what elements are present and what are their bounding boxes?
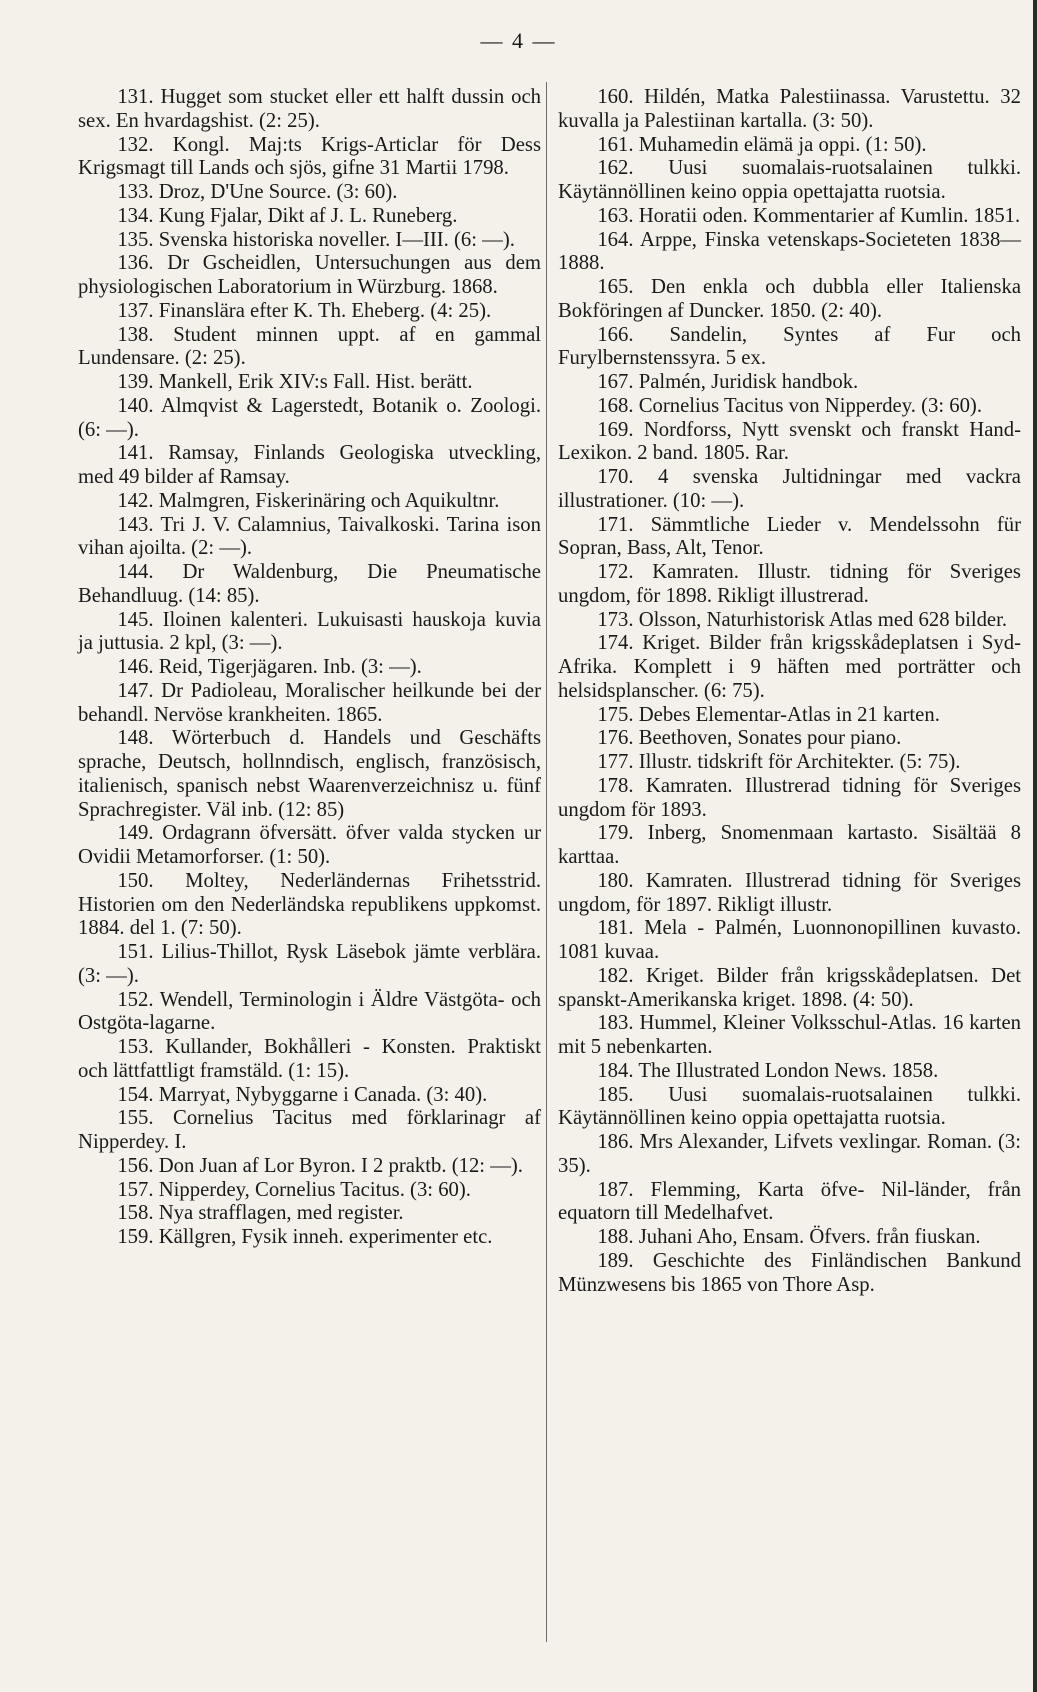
catalog-entry: 143. Tri J. V. Calamnius, Taivalkoski. Tarina ison vihan ajoilta. (2: —). xyxy=(78,513,541,560)
catalog-entry: 163. Horatii oden. Kommentarier af Kumlin. 1851. xyxy=(597,204,1021,227)
catalog-entry: 168. Cornelius Tacitus von Nipperdey. (3: 60). xyxy=(597,394,982,417)
catalog-entry: 141. Ramsay, Finlands Geologiska utveckling, med 49 bilder af Ramsay. xyxy=(78,442,541,488)
catalog-entry: 186. Mrs Alexander, Lifvets vexlingar. Roman. (3: 35). xyxy=(558,1131,1021,1177)
catalog-entry: 162. Uusi suomalais-ruotsalainen tulkki. Käytännöllinen keino oppia opettajatta ruotsia. xyxy=(558,157,1021,203)
catalog-entry: 172. Kamraten. Illustr. tidning för Sveriges ungdom, för 1898. Rikligt illustrerad. xyxy=(558,561,1021,607)
catalog-entry: 177. Illustr. tidskrift för Architekter. (5: 75). xyxy=(597,751,961,773)
catalog-entry: 148. Wörterbuch d. Handels und Geschäfts sprache, Deutsch, hollnndisch, englisch, französisch, italienisch, spanisch nebst Waarenverzeichnisz u. fünf Sprachregister. Väl inb. (12: 85) xyxy=(78,727,541,821)
page-edge xyxy=(1033,0,1037,1692)
catalog-entry: 178. Kamraten. Illustrerad tidning för Sveriges ungdom för 1893. xyxy=(558,774,1021,821)
catalog-entry: 152. Wendell, Terminologin i Äldre Västgöta- och Ostgöta-lagarne. xyxy=(78,988,541,1035)
catalog-entry: 181. Mela - Palmén, Luonnonopillinen kuvasto. 1081 kuvaa. xyxy=(558,917,1021,963)
catalog-entry: 142. Malmgren, Fiskerinäring och Aquikultnr. xyxy=(117,489,500,512)
catalog-entry: 171. Sämmtliche Lieder v. Mendelssohn für Sopran, Bass, Alt, Tenor. xyxy=(558,513,1021,560)
catalog-entry: 145. Iloinen kalenteri. Lukuisasti hauskoja kuvia ja juttusia. 2 kpl, (3: —). xyxy=(78,608,541,655)
catalog-entry: 185. Uusi suomalais-ruotsalainen tulkki. Käytännöllinen keino oppia opettajatta ruotsia. xyxy=(558,1083,1021,1130)
catalog-entry: 154. Marryat, Nybyggarne i Canada. (3: 40). xyxy=(117,1083,488,1106)
catalog-entry: 133. Droz, D'Une Source. (3: 60). xyxy=(117,181,398,203)
catalog-entry: 146. Reid, Tigerjägaren. Inb. (3: —). xyxy=(117,656,422,678)
catalog-entry: 136. Dr Gscheidlen, Untersuchungen aus dem physiologischen Laboratorium in Würzburg. 1868. xyxy=(78,252,541,298)
catalog-entry: 140. Almqvist & Lagerstedt, Botanik o. Zoologi. (6: —). xyxy=(78,394,541,441)
column-divider xyxy=(546,82,547,1642)
catalog-entry: 155. Cornelius Tacitus med förklarinagr af Nipperdey. I. xyxy=(78,1107,541,1153)
catalog-entry: 160. Hildén, Matka Palestiinassa. Varustettu. 32 kuvalla ja Palestiinan kartalla. (3: 50). xyxy=(558,86,1021,132)
catalog-entry: 187. Flemming, Karta öfve- Nil-länder, från equatorn till Medelhafvet. xyxy=(558,1178,1021,1225)
catalog-entry: 165. Den enkla och dubbla eller Italienska Bokföringen af Duncker. 1850. (2: 40). xyxy=(558,276,1021,322)
catalog-entry: 139. Mankell, Erik XIV:s Fall. Hist. berätt. xyxy=(117,371,473,393)
catalog-entry: 180. Kamraten. Illustrerad tidning för Sveriges ungdom, för 1897. Rikligt illustr. xyxy=(558,869,1021,916)
right-column xyxy=(558,86,1021,1297)
catalog-entry: 132. Kongl. Maj:ts Krigs-Articlar för Dess Krigsmagt till Lands och sjös, gifne 31 Martii 1798. xyxy=(78,133,541,180)
catalog-entry: 153. Kullander, Bokhålleri - Konsten. Praktiskt och lättfattligt framstäld. (1: 15). xyxy=(78,1036,541,1082)
catalog-entry: 184. The Illustrated London News. 1858. xyxy=(597,1059,939,1082)
left-column xyxy=(78,86,541,1250)
catalog-entry: 156. Don Juan af Lor Byron. I 2 praktb. (12: —). xyxy=(117,1154,523,1177)
catalog-entry: 157. Nipperdey, Cornelius Tacitus. (3: 60). xyxy=(117,1178,471,1201)
catalog-entry: 147. Dr Padioleau, Moralischer heilkunde bei der behandl. Nervöse krankheiten. 1865. xyxy=(78,679,541,726)
catalog-entry: 183. Hummel, Kleiner Volksschul-Atlas. 16 karten mit 5 nebenkarten. xyxy=(558,1012,1021,1058)
catalog-entry: 176. Beethoven, Sonates pour piano. xyxy=(597,727,902,750)
catalog-entry: 137. Finanslära efter K. Th. Eheberg. (4: 25). xyxy=(117,299,492,322)
catalog-entry: 188. Juhani Aho, Ensam. Öfvers. från fiuskan. xyxy=(597,1226,981,1248)
catalog-entry: 159. Källgren, Fysik inneh. experimenter etc. xyxy=(117,1226,493,1248)
catalog-entry: 135. Svenska historiska noveller. I—III. (6: —). xyxy=(117,228,515,251)
catalog-entry: 150. Moltey, Nederländernas Frihetsstrid. Historien om den Nederländska republikens uppkomst. 1884. del 1. (7: 50). xyxy=(78,869,541,940)
catalog-entry: 164. Arppe, Finska vetenskaps-Societeten 1838—1888. xyxy=(558,228,1021,275)
catalog-entry: 144. Dr Waldenburg, Die Pneumatische Behandluug. (14: 85). xyxy=(78,561,541,607)
catalog-entry: 138. Student minnen uppt. af en gammal Lundensare. (2: 25). xyxy=(78,323,541,370)
catalog-entry: 173. Olsson, Naturhistorisk Atlas med 628 bilder. xyxy=(597,608,1008,631)
catalog-entry: 158. Nya strafflagen, med register. xyxy=(117,1202,404,1225)
catalog-entry: 169. Nordforss, Nytt svenskt och franskt Hand-Lexikon. 2 band. 1805. Rar. xyxy=(558,418,1021,465)
catalog-entry: 182. Kriget. Bilder från krigsskådeplatsen. Det spanskt-Amerikanska kriget. 1898. (4: 50). xyxy=(558,964,1021,1011)
catalog-entry: 149. Ordagrann öfversätt. öfver valda stycken ur Ovidii Metamorforser. (1: 50). xyxy=(78,822,541,868)
catalog-entry: 161. Muhamedin elämä ja oppi. (1: 50). xyxy=(597,133,927,156)
page-number: — 4 — xyxy=(480,28,557,53)
catalog-entry: 175. Debes Elementar-Atlas in 21 karten. xyxy=(597,703,940,726)
catalog-entry: 167. Palmén, Juridisk handbok. xyxy=(597,371,859,393)
catalog-entry: 170. 4 svenska Jultidningar med vackra illustrationer. (10: —). xyxy=(558,466,1021,512)
catalog-entry: 166. Sandelin, Syntes af Fur och Furylbernstenssyra. 5 ex. xyxy=(558,323,1021,370)
catalog-entry: 134. Kung Fjalar, Dikt af J. L. Runeberg. xyxy=(117,204,458,227)
catalog-entry: 131. Hugget som stucket eller ett halft dussin och sex. En hvardagshist. (2: 25). xyxy=(78,86,541,132)
catalog-entry: 151. Lilius-Thillot, Rysk Läsebok jämte verblära. (3: —). xyxy=(78,941,541,987)
catalog-entry: 174. Kriget. Bilder från krigsskådeplatsen i Syd-Afrika. Komplett i 9 häften med porträtter och helsidsplanscher. (6: 75). xyxy=(558,632,1021,702)
catalog-entry: 179. Inberg, Snomenmaan kartasto. Sisältää 8 karttaa. xyxy=(558,822,1021,868)
catalog-entry: 189. Geschichte des Finländischen Bankund Münzwesens bis 1865 von Thore Asp. xyxy=(558,1249,1021,1296)
